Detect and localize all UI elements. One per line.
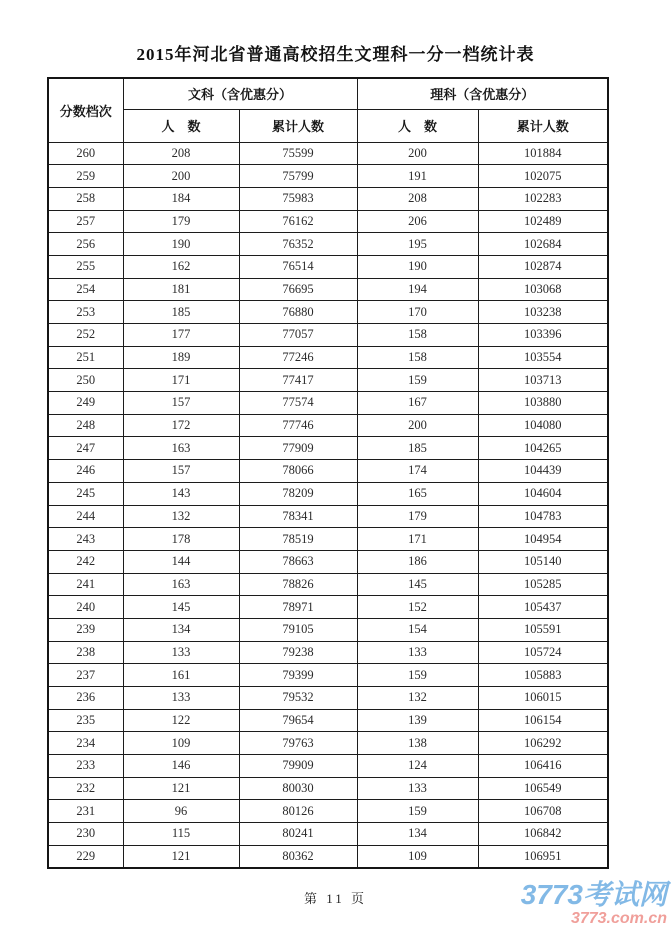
header-score-tier: 分数档次 [48,78,123,142]
science-count-cell: 134 [357,823,478,846]
table-row [48,709,608,732]
liberal-arts-cumulative-cell: 77417 [239,369,357,392]
science-cumulative-cell: 101884 [478,142,608,165]
science-count-cell: 206 [357,210,478,233]
science-cumulative-cell: 102075 [478,165,608,188]
science-count-cell: 158 [357,346,478,369]
score-tier-cell: 256 [48,233,123,256]
science-count-cell: 174 [357,460,478,483]
science-count-cell: 124 [357,755,478,778]
liberal-arts-count-cell: 134 [123,618,239,641]
table-row [48,573,608,596]
liberal-arts-cumulative-cell: 80126 [239,800,357,823]
score-tier-cell: 241 [48,573,123,596]
score-tier-cell: 234 [48,732,123,755]
score-tier-cell: 239 [48,618,123,641]
science-count-cell: 109 [357,845,478,868]
score-tier-cell: 246 [48,460,123,483]
liberal-arts-cumulative-cell: 78971 [239,596,357,619]
liberal-arts-count-cell: 172 [123,414,239,437]
science-cumulative-cell: 103068 [478,278,608,301]
liberal-arts-count-cell: 143 [123,482,239,505]
table-row [48,482,608,505]
score-tier-cell: 244 [48,505,123,528]
liberal-arts-count-cell: 184 [123,187,239,210]
science-cumulative-cell: 105437 [478,596,608,619]
table-row [48,255,608,278]
watermark-site-name: 3773考试网 [520,879,667,910]
science-cumulative-cell: 104604 [478,482,608,505]
science-cumulative-cell: 104439 [478,460,608,483]
score-tier-cell: 237 [48,664,123,687]
score-tier-cell: 235 [48,709,123,732]
science-count-cell: 154 [357,618,478,641]
liberal-arts-count-cell: 171 [123,369,239,392]
table-row [48,800,608,823]
liberal-arts-cumulative-cell: 80362 [239,845,357,868]
header-liberal-arts-cumulative: 累计人数 [239,109,357,142]
liberal-arts-cumulative-cell: 75983 [239,187,357,210]
header-science-group: 理科（含优惠分） [357,78,608,109]
science-cumulative-cell: 106842 [478,823,608,846]
table-row [48,369,608,392]
table-row [48,618,608,641]
header-liberal-arts-group: 文科（含优惠分） [123,78,357,109]
liberal-arts-count-cell: 185 [123,301,239,324]
science-cumulative-cell: 105591 [478,618,608,641]
science-count-cell: 208 [357,187,478,210]
score-distribution-table [47,77,609,869]
table-row [48,845,608,868]
liberal-arts-count-cell: 144 [123,550,239,573]
liberal-arts-count-cell: 115 [123,823,239,846]
science-count-cell: 195 [357,233,478,256]
science-cumulative-cell: 105140 [478,550,608,573]
table-row [48,187,608,210]
table-row [48,233,608,256]
liberal-arts-count-cell: 157 [123,392,239,415]
science-count-cell: 132 [357,687,478,710]
score-tier-cell: 236 [48,687,123,710]
liberal-arts-cumulative-cell: 78066 [239,460,357,483]
science-count-cell: 145 [357,573,478,596]
science-cumulative-cell: 106951 [478,845,608,868]
score-tier-cell: 242 [48,550,123,573]
liberal-arts-count-cell: 179 [123,210,239,233]
liberal-arts-cumulative-cell: 78826 [239,573,357,596]
header-science-count: 人 数 [357,109,478,142]
score-tier-cell: 248 [48,414,123,437]
science-cumulative-cell: 102684 [478,233,608,256]
science-cumulative-cell: 105285 [478,573,608,596]
score-tier-cell: 243 [48,528,123,551]
liberal-arts-cumulative-cell: 78209 [239,482,357,505]
score-tier-cell: 255 [48,255,123,278]
score-tier-cell: 252 [48,324,123,347]
liberal-arts-count-cell: 146 [123,755,239,778]
score-tier-cell: 229 [48,845,123,868]
liberal-arts-cumulative-cell: 78519 [239,528,357,551]
table-row [48,460,608,483]
liberal-arts-count-cell: 122 [123,709,239,732]
score-tier-cell: 233 [48,755,123,778]
liberal-arts-count-cell: 178 [123,528,239,551]
science-cumulative-cell: 106549 [478,777,608,800]
science-cumulative-cell: 106292 [478,732,608,755]
table-row [48,596,608,619]
science-count-cell: 133 [357,641,478,664]
score-tier-cell: 240 [48,596,123,619]
header-science-cumulative: 累计人数 [478,109,608,142]
liberal-arts-cumulative-cell: 79654 [239,709,357,732]
liberal-arts-count-cell: 200 [123,165,239,188]
watermark-site-url: 3773.com.cn [570,910,667,927]
score-tier-cell: 254 [48,278,123,301]
science-count-cell: 200 [357,414,478,437]
science-cumulative-cell: 104954 [478,528,608,551]
score-tier-cell: 231 [48,800,123,823]
science-count-cell: 179 [357,505,478,528]
header-liberal-arts-count: 人 数 [123,109,239,142]
liberal-arts-cumulative-cell: 79909 [239,755,357,778]
science-count-cell: 200 [357,142,478,165]
table-header [48,78,608,142]
science-count-cell: 159 [357,664,478,687]
science-cumulative-cell: 105883 [478,664,608,687]
liberal-arts-cumulative-cell: 77574 [239,392,357,415]
table-row [48,550,608,573]
liberal-arts-cumulative-cell: 76352 [239,233,357,256]
science-count-cell: 159 [357,800,478,823]
table-row [48,505,608,528]
table-row [48,301,608,324]
liberal-arts-cumulative-cell: 75599 [239,142,357,165]
table-row [48,664,608,687]
page-number: 第 11 页 [303,891,368,906]
science-cumulative-cell: 103880 [478,392,608,415]
score-tier-cell: 230 [48,823,123,846]
table-row [48,732,608,755]
science-count-cell: 165 [357,482,478,505]
liberal-arts-count-cell: 190 [123,233,239,256]
table-row [48,392,608,415]
liberal-arts-cumulative-cell: 76695 [239,278,357,301]
liberal-arts-cumulative-cell: 79399 [239,664,357,687]
liberal-arts-count-cell: 162 [123,255,239,278]
score-tier-cell: 260 [48,142,123,165]
science-count-cell: 170 [357,301,478,324]
score-tier-cell: 232 [48,777,123,800]
table-row [48,346,608,369]
liberal-arts-cumulative-cell: 79238 [239,641,357,664]
science-count-cell: 138 [357,732,478,755]
liberal-arts-cumulative-cell: 77057 [239,324,357,347]
science-cumulative-cell: 104783 [478,505,608,528]
liberal-arts-cumulative-cell: 76162 [239,210,357,233]
liberal-arts-cumulative-cell: 79763 [239,732,357,755]
score-tier-cell: 238 [48,641,123,664]
table-row [48,437,608,460]
liberal-arts-cumulative-cell: 76514 [239,255,357,278]
science-count-cell: 133 [357,777,478,800]
score-tier-cell: 257 [48,210,123,233]
science-cumulative-cell: 106154 [478,709,608,732]
liberal-arts-cumulative-cell: 76880 [239,301,357,324]
science-count-cell: 185 [357,437,478,460]
table-body [48,142,608,868]
science-cumulative-cell: 102489 [478,210,608,233]
liberal-arts-count-cell: 161 [123,664,239,687]
science-cumulative-cell: 102283 [478,187,608,210]
science-count-cell: 194 [357,278,478,301]
page-title: 2015年河北省普通高校招生文理科一分一档统计表 [136,45,535,64]
science-count-cell: 191 [357,165,478,188]
science-count-cell: 159 [357,369,478,392]
science-count-cell: 186 [357,550,478,573]
table-row [48,641,608,664]
liberal-arts-cumulative-cell: 79532 [239,687,357,710]
liberal-arts-count-cell: 163 [123,573,239,596]
liberal-arts-cumulative-cell: 79105 [239,618,357,641]
table-row [48,414,608,437]
liberal-arts-count-cell: 163 [123,437,239,460]
science-cumulative-cell: 102874 [478,255,608,278]
score-tier-cell: 247 [48,437,123,460]
science-cumulative-cell: 105724 [478,641,608,664]
science-cumulative-cell: 106708 [478,800,608,823]
liberal-arts-count-cell: 157 [123,460,239,483]
liberal-arts-count-cell: 121 [123,845,239,868]
science-cumulative-cell: 103554 [478,346,608,369]
liberal-arts-cumulative-cell: 78663 [239,550,357,573]
liberal-arts-count-cell: 121 [123,777,239,800]
liberal-arts-cumulative-cell: 77746 [239,414,357,437]
science-cumulative-cell: 103238 [478,301,608,324]
score-tier-cell: 249 [48,392,123,415]
score-tier-cell: 250 [48,369,123,392]
liberal-arts-count-cell: 132 [123,505,239,528]
science-cumulative-cell: 103713 [478,369,608,392]
liberal-arts-count-cell: 133 [123,641,239,664]
liberal-arts-cumulative-cell: 77246 [239,346,357,369]
liberal-arts-count-cell: 96 [123,800,239,823]
liberal-arts-count-cell: 177 [123,324,239,347]
science-cumulative-cell: 103396 [478,324,608,347]
liberal-arts-cumulative-cell: 75799 [239,165,357,188]
watermark [521,881,667,927]
score-tier-cell: 245 [48,482,123,505]
table-row [48,165,608,188]
score-tier-cell: 259 [48,165,123,188]
science-count-cell: 152 [357,596,478,619]
table-row [48,687,608,710]
liberal-arts-cumulative-cell: 78341 [239,505,357,528]
liberal-arts-count-cell: 208 [123,142,239,165]
science-count-cell: 139 [357,709,478,732]
table-row [48,823,608,846]
science-count-cell: 167 [357,392,478,415]
score-tier-cell: 258 [48,187,123,210]
score-tier-cell: 253 [48,301,123,324]
science-cumulative-cell: 106416 [478,755,608,778]
table-row [48,777,608,800]
table-row [48,278,608,301]
liberal-arts-count-cell: 145 [123,596,239,619]
science-count-cell: 158 [357,324,478,347]
science-count-cell: 171 [357,528,478,551]
science-cumulative-cell: 104265 [478,437,608,460]
score-tier-cell: 251 [48,346,123,369]
table-row [48,324,608,347]
liberal-arts-cumulative-cell: 80241 [239,823,357,846]
liberal-arts-cumulative-cell: 77909 [239,437,357,460]
science-count-cell: 190 [357,255,478,278]
liberal-arts-count-cell: 181 [123,278,239,301]
table-row [48,755,608,778]
liberal-arts-cumulative-cell: 80030 [239,777,357,800]
liberal-arts-count-cell: 133 [123,687,239,710]
table-row [48,210,608,233]
science-cumulative-cell: 104080 [478,414,608,437]
liberal-arts-count-cell: 189 [123,346,239,369]
table-row [48,528,608,551]
science-cumulative-cell: 106015 [478,687,608,710]
liberal-arts-count-cell: 109 [123,732,239,755]
table-row [48,142,608,165]
